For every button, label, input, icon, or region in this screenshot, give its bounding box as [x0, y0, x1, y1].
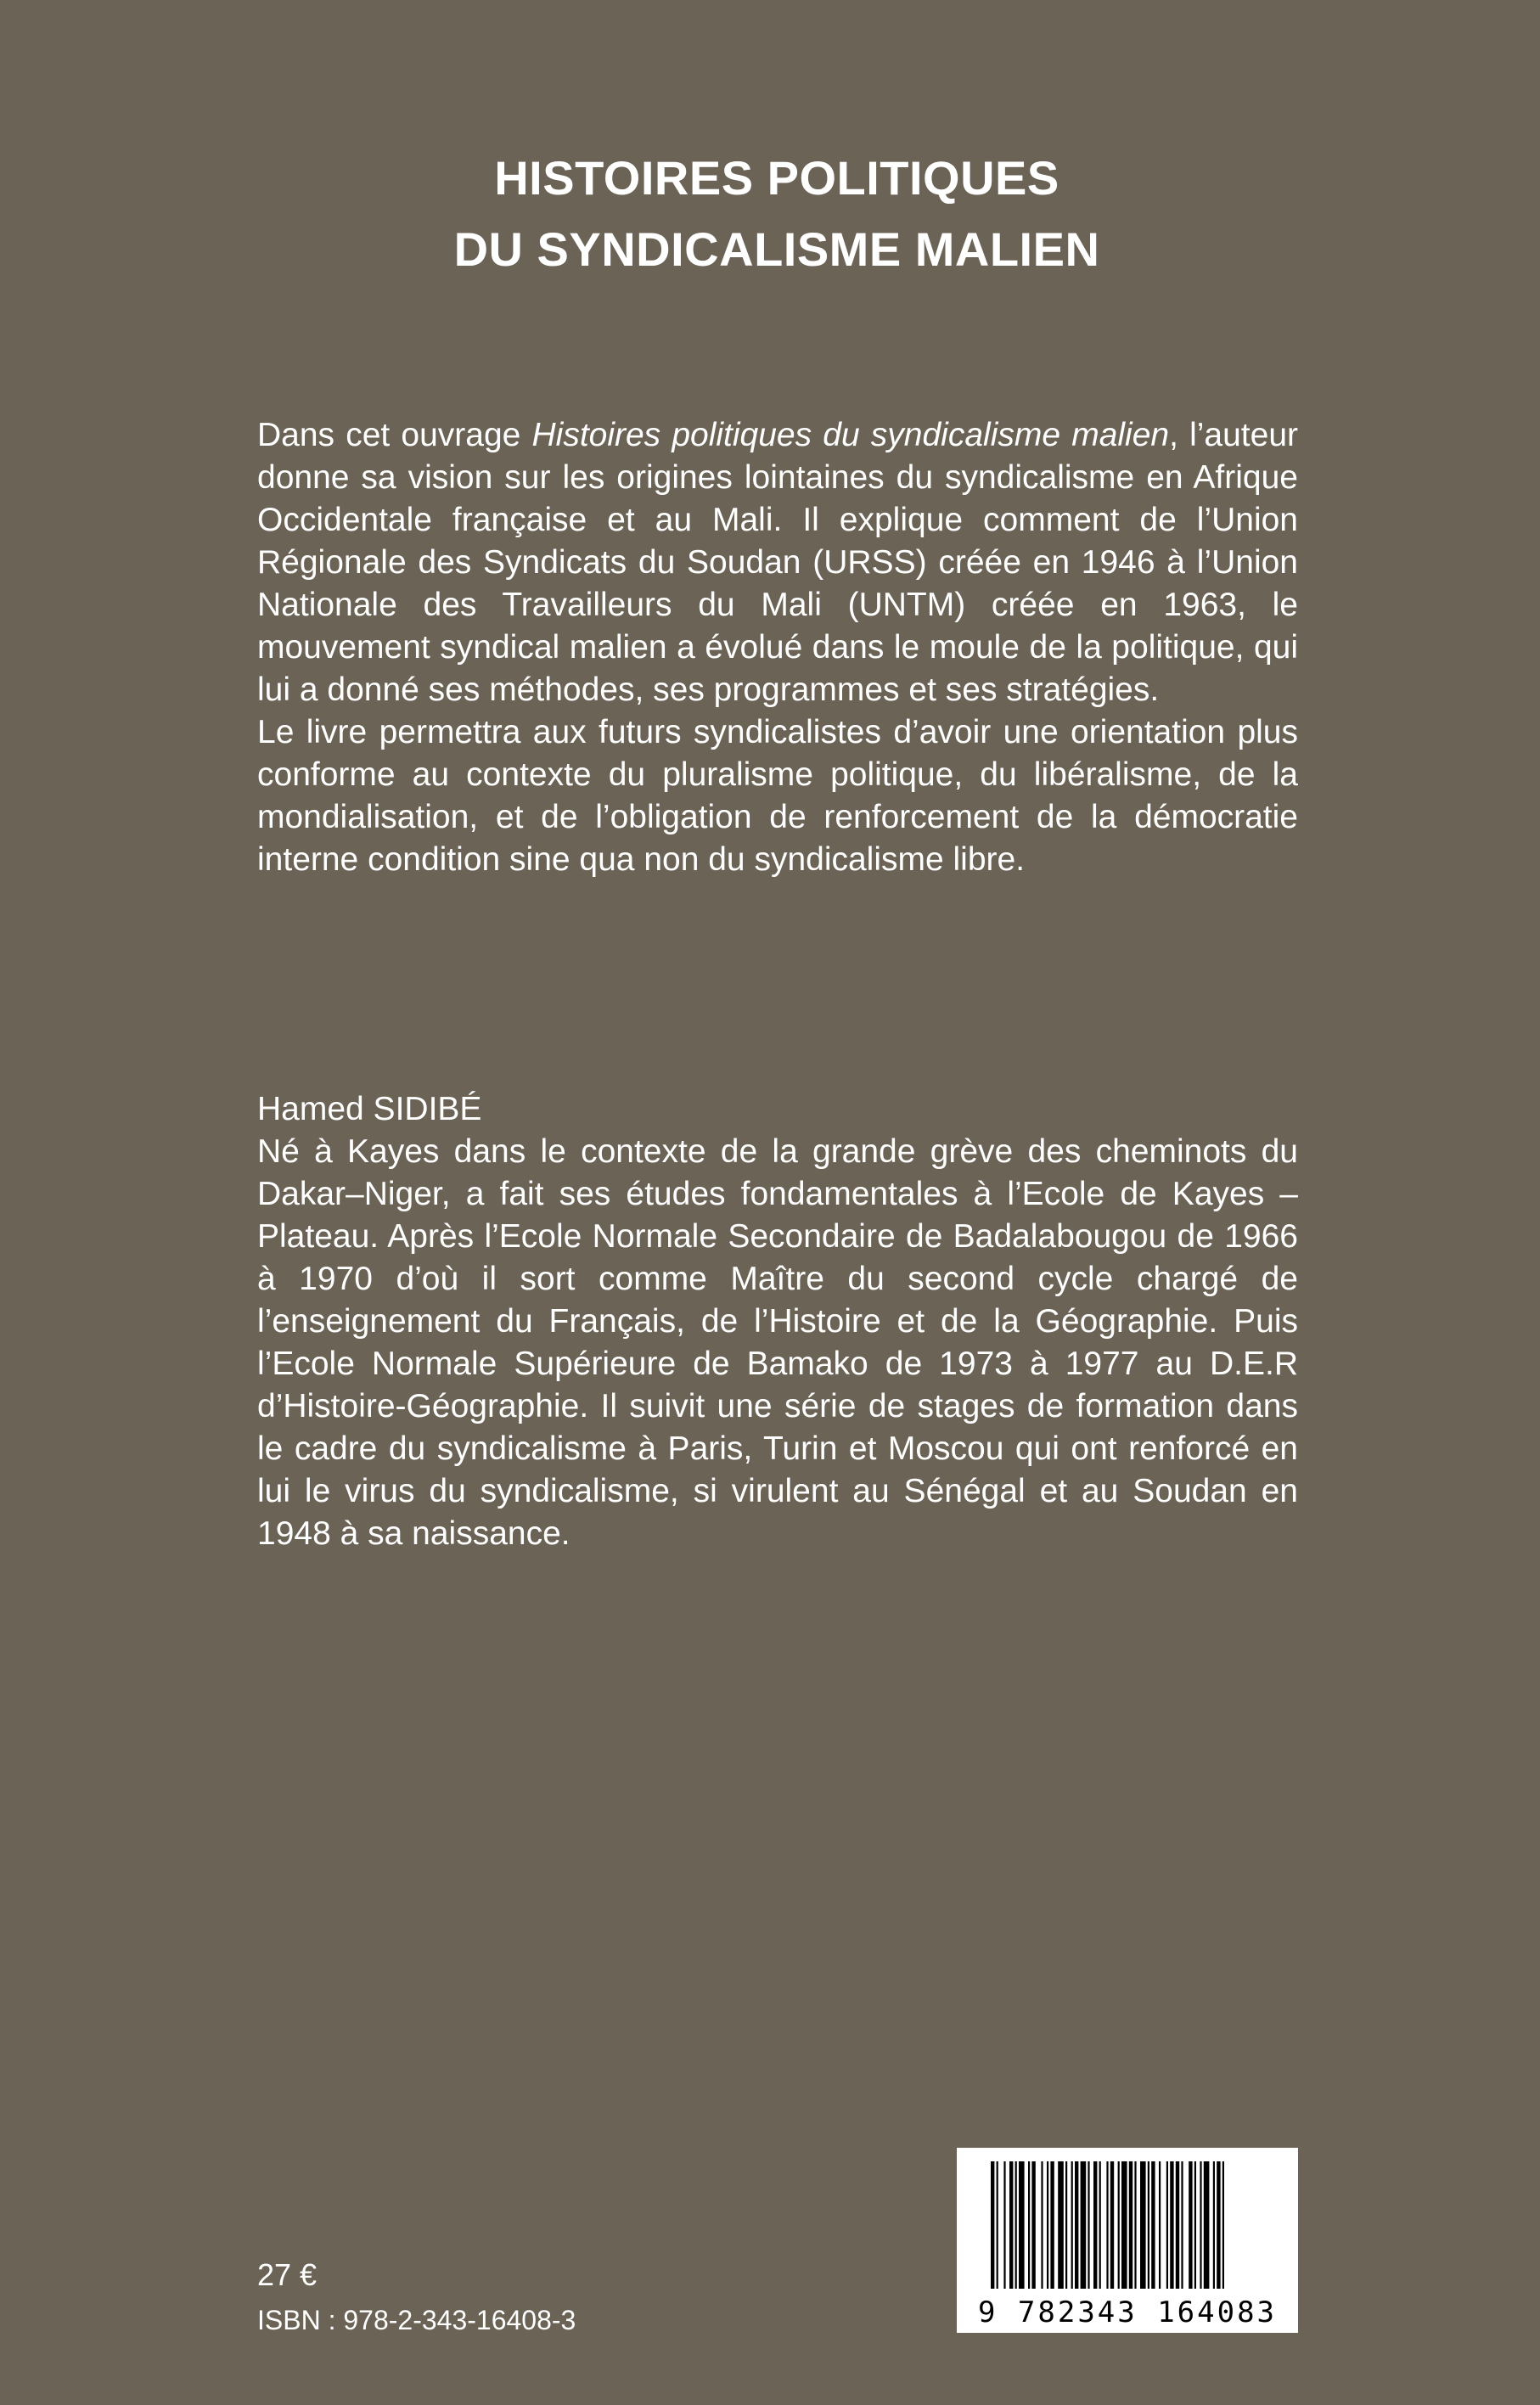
barcode-bar — [1031, 2161, 1035, 2289]
barcode-bar — [1148, 2161, 1149, 2289]
barcode-bar — [1071, 2161, 1073, 2289]
summary-paragraph-2: Le livre permettra aux futurs syndicalistes d’avoir une orientation plus conforme au contexte du pluralisme politique, du libéralisme, de la mondialisation, et de l’obligation de renforcement de la démocratie interne condition sine qua non du syndicalisme libre. — [257, 714, 1298, 878]
isbn: ISBN : 978-2-343-16408-3 — [257, 2305, 576, 2335]
barcode-bar — [1093, 2161, 1097, 2289]
summary-section — [257, 414, 1298, 881]
barcode-bar — [1194, 2161, 1196, 2289]
barcode-bar — [1118, 2161, 1120, 2289]
barcode-bar — [1170, 2161, 1173, 2289]
barcode-bar — [1189, 2161, 1192, 2289]
author-name: Hamed SIDIBÉ — [257, 1091, 482, 1127]
summary-paragraph-1 — [257, 414, 1298, 711]
barcode-bar — [1121, 2161, 1127, 2289]
barcode-bar — [1081, 2161, 1087, 2289]
barcode-digits: 9 782343 164083 — [977, 2295, 1278, 2329]
barcode-bar — [1176, 2161, 1179, 2289]
barcode-bar — [1110, 2161, 1114, 2289]
summary-lead: Dans cet ouvrage — [257, 417, 532, 453]
price: 27 € — [257, 2257, 318, 2292]
barcode-bar — [1181, 2161, 1183, 2289]
barcode-bar — [1088, 2161, 1089, 2289]
barcode-bar — [1058, 2161, 1064, 2289]
barcode-bar — [1134, 2161, 1136, 2289]
barcode-bar — [1159, 2161, 1161, 2289]
barcode-bar — [1204, 2161, 1210, 2289]
barcode-bar — [1019, 2161, 1025, 2289]
barcode-bar — [1065, 2161, 1067, 2289]
barcode-bar — [1075, 2161, 1078, 2289]
summary-rest: , l’auteur donne sa vision sur les origines lointaines du syndicalisme en Afrique Occidentale française et au Mali. Il explique comment de l’Union Régionale des Syndicats du Soudan (URSS) créée en 1946 à l’Union Nationale des Travailleurs du Mali (UNTM) créée en 1963, le mouvement syndical malien a évolué dans le moule de la politique, qui lui a donné ses méthodes, ses programmes et ses stratégies. — [257, 417, 1298, 708]
barcode-bar — [1099, 2161, 1101, 2289]
barcode-bar — [1003, 2161, 1005, 2289]
barcode-bar — [1047, 2161, 1048, 2289]
summary-book-title: Histoires politiques du syndicalisme malien — [531, 417, 1170, 453]
barcode-bar — [1200, 2161, 1201, 2289]
barcode-bar — [1222, 2161, 1224, 2289]
barcode-bars — [957, 2148, 1298, 2292]
barcode-bar — [1140, 2161, 1146, 2289]
barcode-bar — [1151, 2161, 1155, 2289]
barcode-bar — [1015, 2161, 1017, 2289]
title-line-2: DU SYNDICALISME MALIEN — [453, 222, 1100, 276]
barcode-bar — [1041, 2161, 1043, 2289]
barcode-bar — [1050, 2161, 1054, 2289]
book-title — [0, 143, 1540, 285]
barcode-bar — [1213, 2161, 1215, 2289]
barcode-bar — [991, 2161, 994, 2289]
barcode-bar — [1166, 2161, 1168, 2289]
barcode-bar — [1129, 2161, 1133, 2289]
barcode-bar — [1028, 2161, 1030, 2289]
barcode-bar — [1217, 2161, 1220, 2289]
author-bio: Né à Kayes dans le contexte de la grande grève des cheminots du Dakar–Niger, a fait ses études fondamentales à l’Ecole de Kayes – Plateau. Après l’Ecole Normale Secondaire de Badalabougou de 1966 à 1970 d’où il sort comme Maître du second cycle chargé de l’enseignement du Français, de l’Histoire et de la Géographie. Puis l’Ecole Normale Supérieure de Bamako de 1973 à 1977 au D.E.R d’Histoire-Géographie. Il suivit une série de stages de formation dans le cadre du syndicalisme à Paris, Turin et Moscou qui ont renforcé en lui le virus du syndicalisme, si virulent au Sénégal et au Soudan en 1948 à sa naissance. — [257, 1133, 1298, 1552]
barcode-bar — [997, 2161, 998, 2289]
barcode-bar — [1106, 2161, 1108, 2289]
title-line-1: HISTOIRES POLITIQUES — [494, 151, 1059, 205]
barcode — [957, 2148, 1298, 2333]
author-section — [257, 1088, 1298, 1555]
barcode-bar — [1009, 2161, 1013, 2289]
